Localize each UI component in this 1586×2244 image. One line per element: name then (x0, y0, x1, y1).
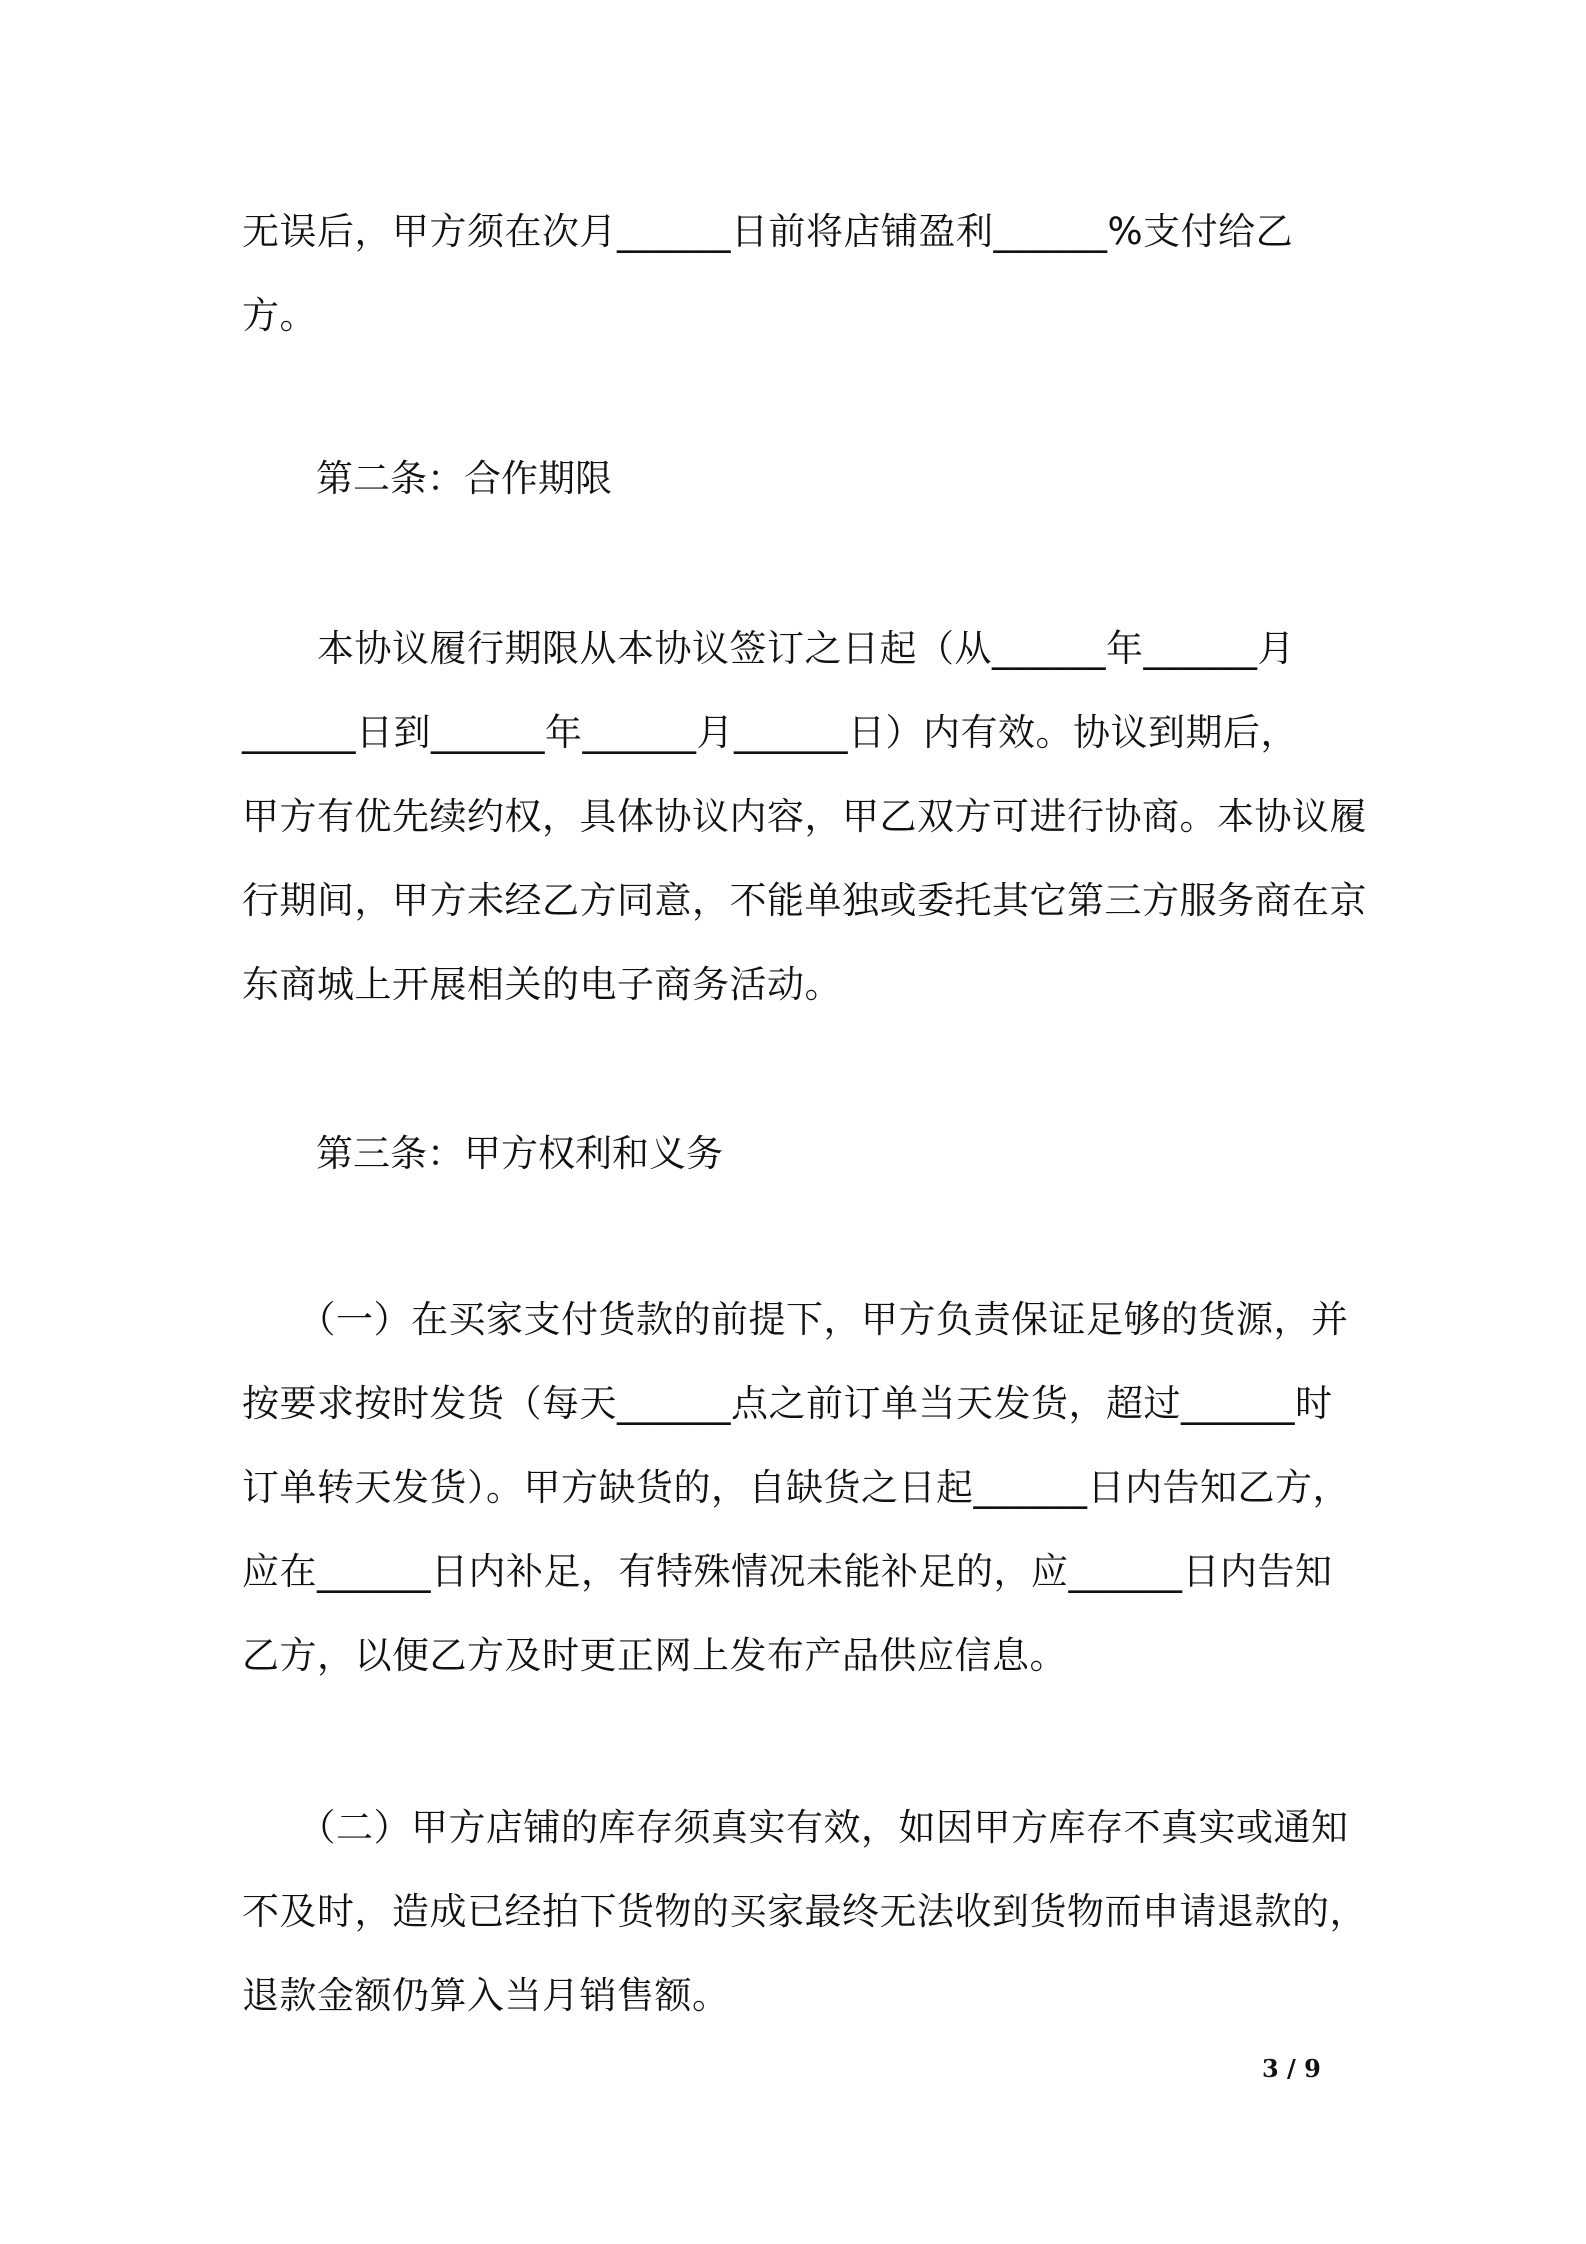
article-2-heading: 第二条：合作期限 (316, 457, 612, 500)
text-line: 按要求按时发货（每天______点之前订单当天发货，超过______时 (242, 1382, 1333, 1425)
page-number: 3 / 9 (1262, 2054, 1321, 2083)
text-line: ______日到______年______月______日）内有效。协议到期后， (242, 711, 1298, 754)
text-line: 本协议履行期限从本协议签订之日起（从______年______月 (242, 627, 1295, 670)
text-line: （二）甲方店铺的库存须真实有效，如因甲方库存不真实或通知 (242, 1806, 1349, 1849)
article-3-clause-2 (242, 1786, 1367, 2038)
article-3-clause-1 (242, 1278, 1362, 1698)
text-line: 方。 (242, 294, 317, 337)
text-line: 行期间，甲方未经乙方同意，不能单独或委托其它第三方服务商在京 (242, 879, 1367, 922)
text-line: （一）在买家支付货款的前提下，甲方负责保证足够的货源，并 (242, 1298, 1349, 1341)
text-line: 应在______日内补足，有特殊情况未能补足的，应______日内告知 (242, 1550, 1333, 1593)
text-line: 退款金额仍算入当月销售额。 (242, 1974, 730, 2017)
paragraph-intro (242, 190, 1362, 358)
article-3-heading: 第三条：甲方权利和义务 (316, 1132, 723, 1175)
text-line: 不及时，造成已经拍下货物的买家最终无法收到货物而申请退款的， (242, 1890, 1367, 1933)
text-line: 无误后，甲方须在次月______日前将店铺盈利______%支付给乙 (242, 210, 1294, 253)
text-line: 东商城上开展相关的电子商务活动。 (242, 963, 842, 1006)
text-line: 乙方，以便乙方及时更正网上发布产品供应信息。 (242, 1634, 1067, 1677)
text-line: 订单转天发货）。甲方缺货的，自缺货之日起______日内告知乙方， (242, 1466, 1350, 1509)
text-line: 甲方有优先续约权，具体协议内容，甲乙双方可进行协商。本协议履 (242, 795, 1367, 838)
article-2-paragraph (242, 607, 1367, 1027)
